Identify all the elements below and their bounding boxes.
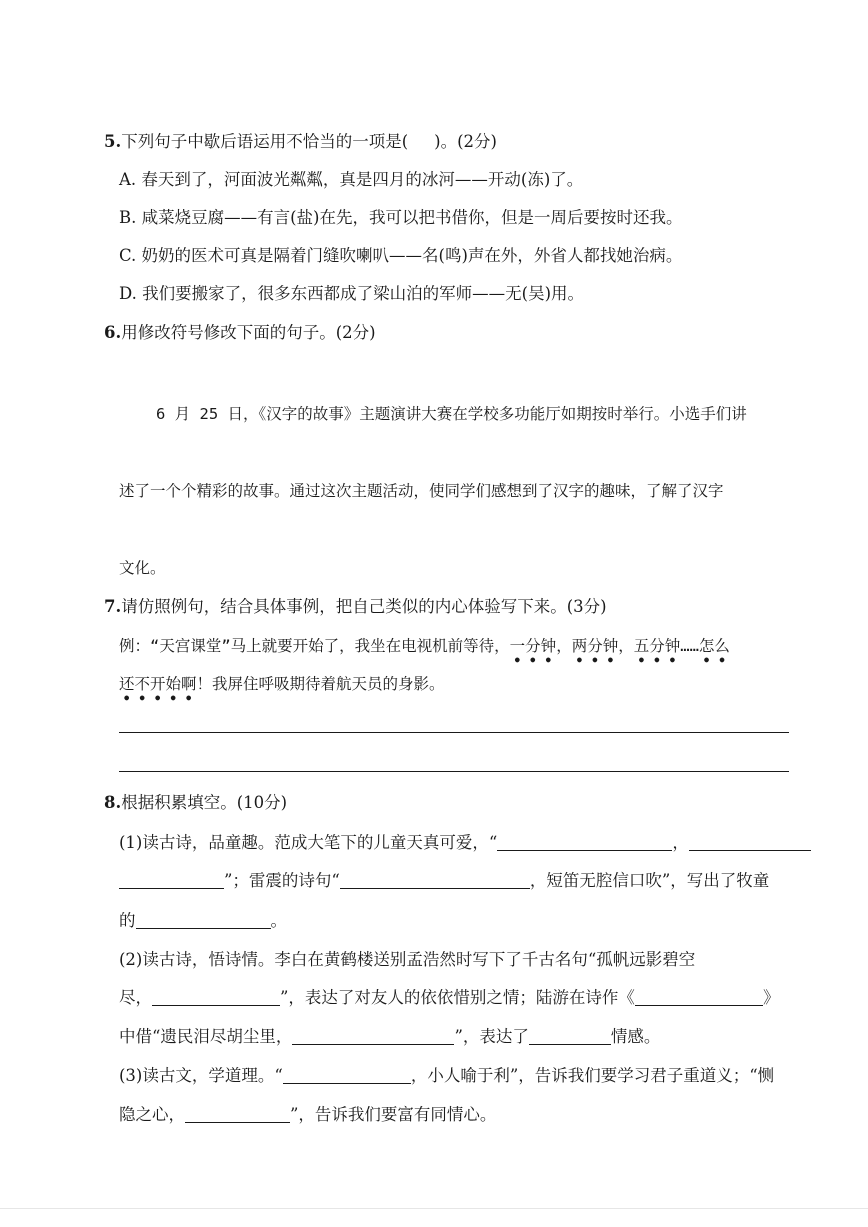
q7-answer-line-1[interactable] [119, 732, 789, 733]
q5-stem-score: )。(2分) [434, 132, 497, 151]
q8-part2-blank-2[interactable] [635, 987, 763, 1006]
q8-part1-blank-1[interactable] [497, 832, 672, 851]
q8-part1-blank-3[interactable] [119, 870, 224, 889]
q6-stem-text: 用修改符号修改下面的句子。(2分) [121, 323, 376, 342]
q7-example-line-1 [119, 635, 730, 664]
q8-part2-blank-3[interactable] [292, 1026, 454, 1045]
q7-emphasis-3: 五分钟 [633, 637, 681, 655]
q7-answer-line-2[interactable] [119, 771, 789, 772]
q5-option-b: B. 咸菜烧豆腐——有言(盐)在先，我可以把书借你，但是一周后要按时还我。 [119, 208, 683, 227]
q8-part1-comma: ， [672, 833, 689, 852]
q7-stem [104, 596, 607, 618]
q7-comma-2: ， [618, 637, 634, 655]
q7-example-line-2 [119, 673, 445, 702]
q8-part1-line-3 [119, 910, 287, 932]
q6-stem [104, 322, 376, 344]
q8-part2-blank-4[interactable] [529, 1026, 611, 1045]
q8-part1-period: 。 [270, 911, 287, 930]
q7-emphasis-4: 怎么 [698, 637, 730, 655]
q5-number: 5. [104, 132, 122, 151]
q8-part1-text-4: 的 [119, 911, 136, 930]
q8-part3-text: (3)读古文，学道理。“ [119, 1066, 283, 1085]
q7-emphasis-1: 一分钟 [509, 637, 557, 655]
q8-part1-blank-5[interactable] [136, 910, 271, 929]
q7-comma-1: ， [556, 637, 572, 655]
q7-number: 7. [104, 597, 122, 616]
q8-part2-line-2 [119, 987, 779, 1009]
q5-stem [104, 131, 497, 153]
page-bottom-edge [0, 1208, 868, 1209]
q8-part3-line-1 [119, 1065, 774, 1087]
q8-part1-text-2: ”；雷震的诗句“ [224, 871, 340, 890]
q8-part2-text: 尽， [119, 988, 152, 1007]
q8-part3-text-2: ，小人喻于利”，告诉我们要学习君子重道义；“恻 [410, 1066, 775, 1085]
q7-ellipsis: …… [680, 637, 699, 655]
q8-part2-text-2: ”，表达了对友人的依依惜别之情；陆游在诗作《 [280, 988, 635, 1007]
q6-paragraph-line-1: 6 月 25 日，《汉字的故事》主题演讲大赛在学校多功能厅如期按时举行。小选手们讲 [156, 405, 747, 423]
q8-part1-text: (1)读古诗，品童趣。范成大笔下的儿童天真可爱，“ [119, 833, 498, 852]
q8-part2-text-4: ”，表达了 [454, 1027, 529, 1046]
q8-part3-blank-1[interactable] [283, 1065, 411, 1084]
q8-part1-blank-2[interactable] [689, 832, 811, 851]
q7-emphasis-5: 还不开始啊！ [119, 675, 213, 693]
q6-number: 6. [104, 323, 122, 342]
q8-part3-blank-2[interactable] [185, 1104, 290, 1123]
q7-example-text: 例：“天宫课堂”马上就要开始了，我坐在电视机前等待， [119, 637, 510, 655]
q8-part2-line-1: (2)读古诗，悟诗情。李白在黄鹤楼送别孟浩然时写下了千古名句“孤帆远影碧空 [119, 950, 696, 969]
q8-number: 8. [104, 793, 122, 812]
q8-stem [104, 792, 287, 814]
q6-paragraph-line-3: 文化。 [119, 559, 166, 577]
q8-part2-line-3 [119, 1026, 660, 1048]
q8-part2-text-3: 中借“遗民泪尽胡尘里， [119, 1027, 293, 1046]
q8-part1-text-3: ，短笛无腔信口吹”，写出了牧童 [529, 871, 770, 890]
q6-paragraph-line-2: 述了一个个精彩的故事。通过这次主题活动，使同学们感想到了汉字的趣味，了解了汉字 [119, 482, 724, 500]
q5-option-d: D. 我们要搬家了，很多东西都成了梁山泊的军师——无(吴)用。 [119, 284, 585, 303]
q5-option-a: A. 春天到了，河面波光粼粼，真是四月的冰河——开动(冻)了。 [119, 170, 584, 189]
q8-part2-close-quote: 》 [762, 988, 780, 1007]
q8-part2-text-5: 情感。 [610, 1027, 661, 1046]
q5-stem-text: 下列句子中歇后语运用不恰当的一项是( [121, 132, 409, 151]
q7-stem-text: 请仿照例句，结合具体事例，把自己类似的内心体验写下来。(3分) [121, 597, 607, 616]
q8-part3-text-4: ”，告诉我们要富有同情心。 [290, 1105, 497, 1124]
q8-stem-text: 根据积累填空。(10分) [121, 793, 288, 812]
q8-part2-blank-1[interactable] [152, 987, 280, 1006]
q8-part1-blank-4[interactable] [340, 870, 530, 889]
q8-part3-text-3: 隐之心， [119, 1105, 185, 1124]
q8-part1-line-2 [119, 870, 769, 892]
q8-part1-line-1 [119, 832, 811, 854]
q7-example-text-2: 我屏住呼吸期待着航天员的身影。 [212, 675, 445, 693]
q5-option-c: C. 奶奶的医术可真是隔着门缝吹喇叭——名(鸣)声在外，外省人都找她治病。 [119, 246, 683, 265]
q8-part3-line-2 [119, 1104, 496, 1126]
q7-emphasis-2: 两分钟 [571, 637, 619, 655]
